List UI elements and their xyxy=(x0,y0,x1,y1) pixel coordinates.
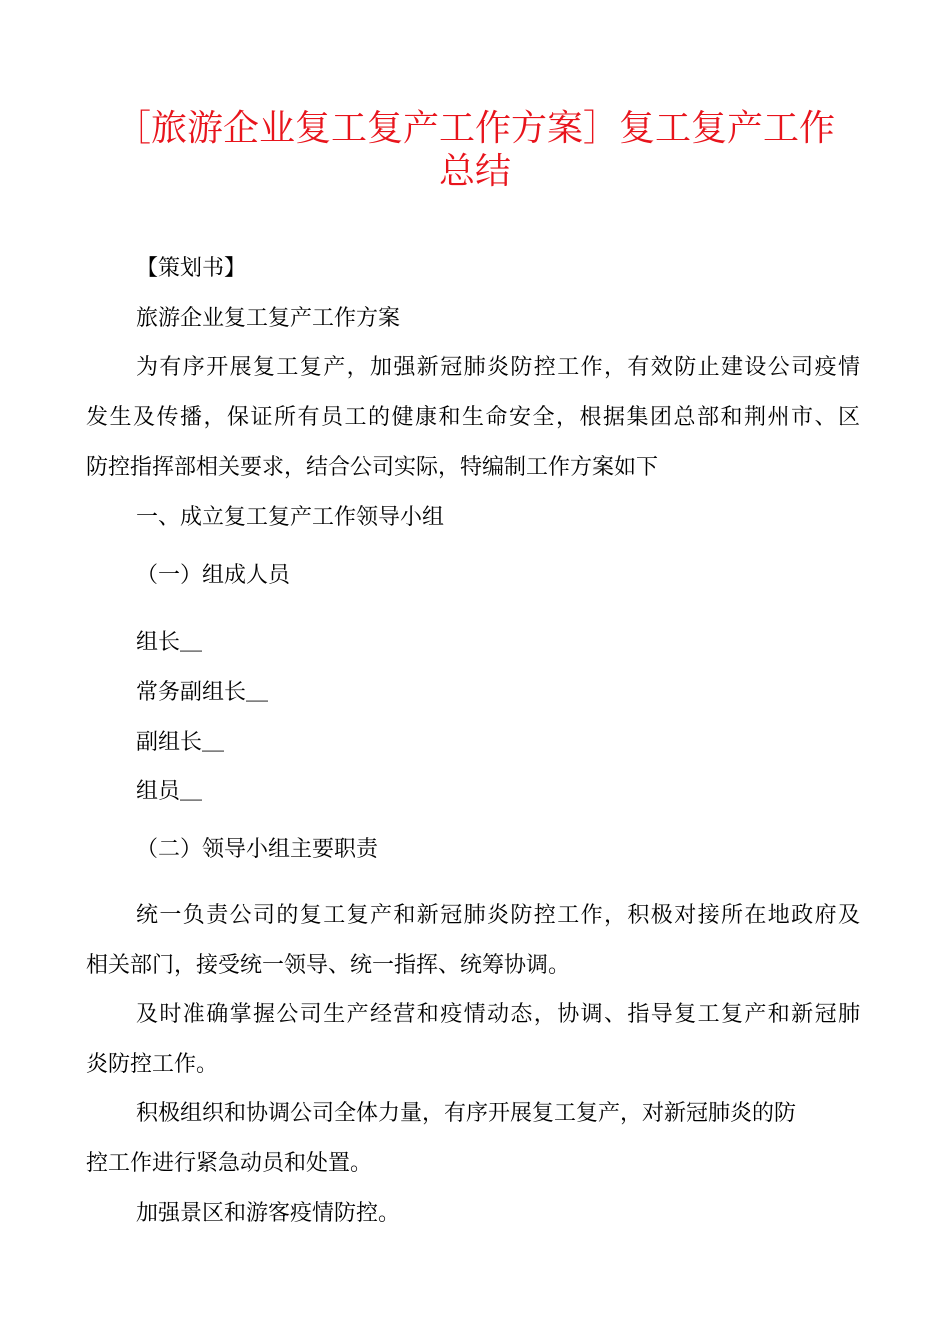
duty-2-line-2: 炎防控工作。 xyxy=(86,1052,219,1077)
member-leader: 组长＿ xyxy=(136,630,203,655)
document-tag: 【策划书】 xyxy=(136,256,247,281)
subsection-heading-2: （二）领导小组主要职责 xyxy=(136,837,379,862)
duty-4-line-1: 加强景区和游客疫情防控。 xyxy=(136,1201,401,1226)
section-heading-1: 一、成立复工复产工作领导小组 xyxy=(136,505,445,530)
plan-heading: 旅游企业复工复产工作方案 xyxy=(136,306,401,331)
subsection-heading-1: （一）组成人员 xyxy=(136,563,291,588)
member-executive-deputy: 常务副组长＿ xyxy=(136,680,269,705)
duty-3-line-2: 控工作进行紧急动员和处置。 xyxy=(86,1151,373,1176)
duty-3-line-1: 积极组织和协调公司全体力量，有序开展复工复产，对新冠肺炎的防 xyxy=(136,1101,797,1126)
document-title-line-1: ［旅游企业复工复产工作方案］复工复产工作 xyxy=(114,108,835,149)
member-staff: 组员＿ xyxy=(136,779,203,804)
document-title-line-2: 总结 xyxy=(438,151,511,192)
member-deputy: 副组长＿ xyxy=(136,730,225,755)
intro-line-1: 为有序开展复工复产，加强新冠肺炎防控工作，有效防止建设公司疫情 xyxy=(136,355,860,380)
intro-line-3: 防控指挥部相关要求，结合公司实际，特编制工作方案如下 xyxy=(86,455,659,480)
duty-1-line-1: 统一负责公司的复工复产和新冠肺炎防控工作，积极对接所在地政府及 xyxy=(136,903,860,928)
duty-1-line-2: 相关部门，接受统一领导、统一指挥、统筹协调。 xyxy=(86,953,571,978)
intro-line-2: 发生及传播，保证所有员工的健康和生命安全，根据集团总部和荆州市、区 xyxy=(86,405,860,430)
duty-2-line-1: 及时准确掌握公司生产经营和疫情动态，协调、指导复工复产和新冠肺 xyxy=(136,1002,860,1027)
